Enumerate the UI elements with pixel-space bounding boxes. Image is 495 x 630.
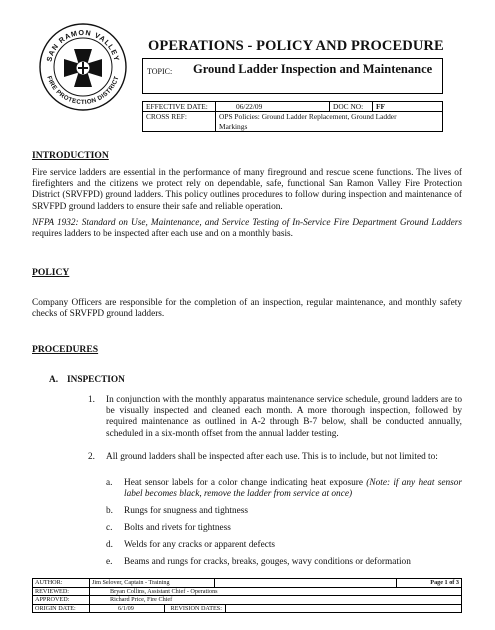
item-1-text: In conjunction with the monthly apparatus maintenance service schedule, ground ladders are to be visually inspected and cleaned each month. A more thorough inspection, followed by required maintenance as outlined in A-2 through B-7 below, shall be conducted annually, scheduled in a six-month offset from the annual ladder testing. [106, 395, 462, 439]
procedures-heading: PROCEDURES [32, 344, 99, 355]
topic-box [142, 58, 443, 94]
nfpa-paragraph [32, 218, 462, 240]
reviewed-label: REVIEWED: [33, 587, 90, 596]
author-value: Jim Selover, Captain - Training [90, 579, 215, 588]
origin-label: ORIGIN DATE: [33, 604, 90, 613]
topic-label: TOPIC: [147, 67, 173, 76]
subitem-b-letter: b. [106, 506, 113, 516]
subitem-a-note: (Note: if any heat sensor label becomes black, remove the ladder from service at once) [124, 478, 462, 500]
nfpa-standard-title: NFPA 1932: Standard on Use, Maintenance, and Service Testing of In-Service Fire Department Ground Ladders [32, 218, 462, 228]
subitem-b-text: Rungs for snugness and tightness [124, 506, 248, 516]
origin-row [90, 604, 462, 613]
item-2-text: All ground ladders shall be inspected after each use. This is to include, but not limited to: [106, 452, 438, 462]
effective-date-label: EFFECTIVE DATE: [143, 102, 216, 112]
approved-value: Richard Price, Fire Chief [90, 596, 462, 605]
doc-no-label: DOC NO: [330, 102, 373, 112]
section-a-letter: A. [49, 375, 59, 385]
policy-heading: POLICY [32, 267, 70, 278]
effective-date-value: 06/22/09 [216, 102, 330, 112]
topic-value: Ground Ladder Inspection and Maintenance [193, 62, 433, 76]
doc-no-value: FF [373, 102, 443, 112]
subitem-d-letter: d. [106, 540, 113, 550]
approved-label: APPROVED: [33, 596, 90, 605]
subitem-a-main: Heat sensor labels for a color change indicating heat exposure [124, 478, 367, 488]
meta-table [142, 101, 443, 132]
subitem-c-letter: c. [106, 523, 113, 533]
footer-table [32, 578, 462, 613]
district-logo [38, 22, 128, 112]
subitem-c-text: Bolts and rivets for tightness [124, 523, 231, 533]
page-number: Page 1 of 3 [397, 579, 462, 588]
revision-label: REVISION DATES: [167, 605, 226, 613]
introduction-paragraph: Fire service ladders are essential in the performance of many fireground and rescue scene functions. The lives of firefighters and the citizens we protect rely on dependable, safe, functional San Ramon Valley Fire Protection District (SRVFPD) ground ladders. This policy outlines procedures to follow during inspection and maintenance of SRVFPD ground ladders to ensure their safe and reliable operation. [32, 168, 462, 212]
document-title: OPERATIONS - POLICY AND PROCEDURE [148, 38, 444, 54]
item-2-number: 2. [88, 452, 95, 462]
subitem-d-text: Welds for any cracks or apparent defects [124, 540, 276, 550]
nfpa-requirement: requires ladders to be inspected after each use and on a monthly basis. [32, 229, 293, 240]
introduction-heading: INTRODUCTION [32, 150, 109, 161]
subitem-a-letter: a. [106, 478, 113, 488]
svg-text:SAN RAMON VALLEY: SAN RAMON VALLEY [44, 27, 122, 63]
item-1-number: 1. [88, 395, 95, 405]
origin-value: 6/1/09 [90, 605, 165, 613]
subitem-e-text: Beams and rungs for cracks, breaks, gouges, wavy conditions or deformation [124, 557, 411, 567]
svg-text:FIRE PROTECTION DISTRICT: FIRE PROTECTION DISTRICT [45, 75, 121, 107]
cross-ref-line1: OPS Policies: Ground Ladder Replacement, Ground Ladder [219, 112, 397, 121]
reviewed-value: Bryan Collins, Assistant Chief - Operations [90, 587, 462, 596]
cross-ref-value [216, 112, 443, 132]
subitem-e-letter: e. [106, 557, 113, 567]
policy-paragraph: Company Officers are responsible for the completion of an inspection, regular maintenance, and monthly safety checks of SRVFPD ground ladders. [32, 298, 462, 320]
cross-ref-label: CROSS REF: [143, 112, 216, 132]
cross-ref-line2: Markings [219, 121, 248, 131]
author-label: AUTHOR: [33, 579, 90, 588]
subitem-a-text [124, 478, 462, 500]
section-a-title: INSPECTION [67, 375, 125, 385]
